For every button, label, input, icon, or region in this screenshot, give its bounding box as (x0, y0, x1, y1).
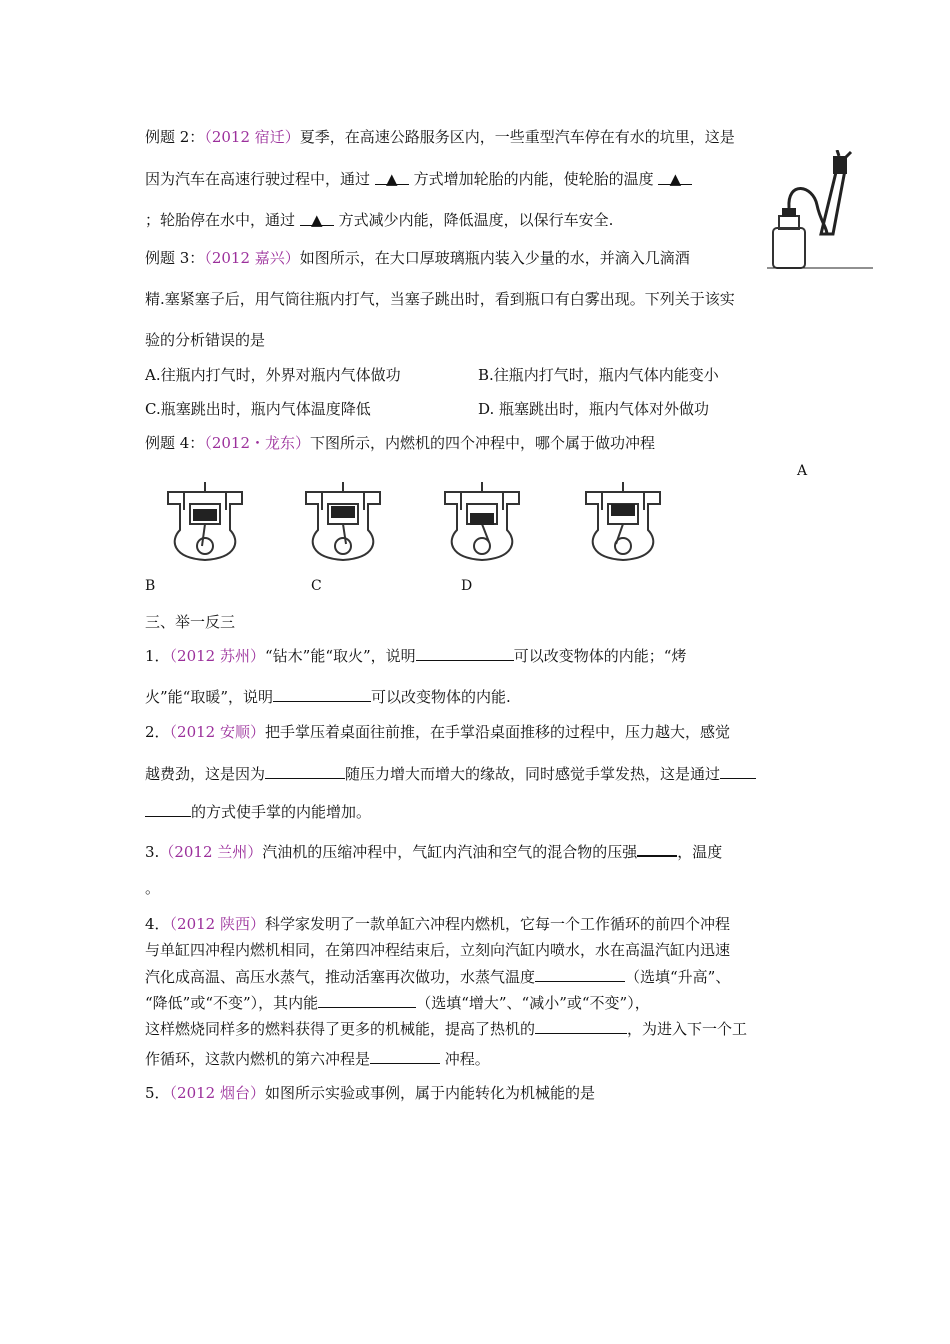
q4-line1 (145, 914, 730, 934)
ex2-line3 (145, 210, 613, 230)
q4-line5 (145, 1018, 747, 1039)
q3-line1 (145, 840, 722, 862)
q1-num: 1． (145, 647, 170, 665)
ex4-line1 (145, 433, 655, 453)
q5-source: （2012 烟台） (169, 1084, 265, 1102)
q4-line6-b: 冲程。 (444, 1050, 490, 1068)
q2-blank-2a[interactable] (720, 763, 756, 779)
q1-line2 (145, 686, 511, 707)
q1-line1 (145, 645, 686, 666)
engine-label-d: D (461, 578, 473, 594)
q4-blank-1[interactable] (535, 966, 625, 982)
ex2-blank-2[interactable] (658, 169, 692, 188)
ex2-text: 夏季，在高速公路服务区内，一些重型汽车停在有水的坑里，这是 (299, 128, 735, 146)
q1-line2-a: 火”能“取暖”，说明 (145, 688, 274, 706)
q4-line4-b: （选填“增大”、“减小”或“不变”）， (416, 994, 650, 1012)
q4-line3-a: 汽化成高温、高压水蒸气，推动活塞再次做功，水蒸气温度 (145, 968, 536, 986)
q3-source: （2012 兰州） (159, 843, 263, 861)
q3-line1-a: 汽油机的压缩冲程中，气缸内汽油和空气的混合物的压强 (262, 843, 638, 861)
q4-blank-2[interactable] (318, 992, 416, 1008)
ex3-line2: 精.塞紧塞子后，用气筒往瓶内打气，当塞子跳出时，看到瓶口有白雾出现。下列关于该实 (145, 290, 735, 308)
ex2-line2 (145, 169, 692, 189)
ex3-option-d: D. 瓶塞跳出时，瓶内气体对外做功 (478, 400, 710, 418)
section3-title: 三、举一反三 (145, 613, 236, 631)
ex2-line3-b: 方式减少内能，降低温度，以保行车安全. (338, 211, 614, 229)
ex4-source: （2012・龙东） (204, 434, 310, 452)
q2-blank-2b[interactable] (145, 801, 191, 817)
q5-num: 5． (145, 1084, 170, 1102)
engine-figure-1 (160, 480, 250, 562)
q4-line2: 与单缸四冲程内燃机相同，在第四冲程结束后，立刻向汽缸内喷水，水在高温汽缸内迅速 (145, 941, 731, 959)
q3-num: 3. (145, 843, 160, 861)
ex2-prefix: 例题 2： (145, 128, 205, 146)
ex2-blank-1[interactable] (375, 169, 409, 188)
blank-marker: ▲ (311, 211, 323, 229)
q3-line1-b: ，温度 (677, 843, 723, 861)
q2-line3-b: 的方式使手掌的内能增加。 (191, 803, 372, 821)
engine-figure-3 (437, 480, 527, 562)
q4-line4 (145, 992, 650, 1013)
ex4-text: 下图所示，内燃机的四个冲程中，哪个属于做功冲程 (310, 434, 656, 452)
ex3-option-b: B.往瓶内打气时，瓶内气体内能变小 (478, 366, 719, 384)
q4-source: （2012 陕西） (169, 915, 265, 933)
q4-line5-a: 这样燃烧同样多的燃料获得了更多的机械能，提高了热机的 (145, 1020, 536, 1038)
q2-line1 (145, 722, 730, 742)
q2-line2-b: 随压力增大而增大的缘故，同时感觉手掌发热，这是通过 (345, 765, 721, 783)
q2-num: 2． (145, 723, 170, 741)
q2-line3 (145, 801, 371, 822)
q1-line1-a: “钻木”能“取火”，说明 (265, 647, 416, 665)
engine-figure-4 (578, 480, 668, 562)
engine-label-c: C (311, 578, 322, 594)
q2-text: 把手掌压着桌面往前推，在手掌沿桌面推移的过程中，压力越大，感觉 (265, 723, 731, 741)
q4-line3-b: （选填“升高”、 (625, 968, 731, 986)
ex3-prefix: 例题 3： (145, 249, 205, 267)
q1-line2-b: 可以改变物体的内能. (371, 688, 511, 706)
q4-line3 (145, 966, 730, 987)
ex3-option-c: C.瓶塞跳出时，瓶内气体温度降低 (145, 400, 371, 418)
ex3-text: 如图所示，在大口厚玻璃瓶内装入少量的水，并滴入几滴酒 (299, 249, 690, 267)
q4-num: 4． (145, 915, 170, 933)
ex2-line2-a: 因为汽车在高速行驶过程中，通过 (145, 170, 371, 188)
ex2-line1 (145, 127, 735, 147)
q2-line2-a: 越费劲，这是因为 (145, 765, 266, 783)
engine-label-b: B (145, 578, 156, 594)
q1-blank-2[interactable] (273, 686, 371, 702)
q4-line6 (145, 1048, 490, 1069)
engine-label-a: A (797, 463, 808, 479)
q1-source: （2012 苏州） (169, 647, 265, 665)
ex2-blank-3[interactable] (300, 210, 334, 229)
q1-line1-b: 可以改变物体的内能；“烤 (513, 647, 687, 665)
q3-blank-1[interactable] (637, 840, 677, 857)
q4-line5-b: ，为进入下一个工 (627, 1020, 748, 1038)
ex3-option-a: A.往瓶内打气时，外界对瓶内气体做功 (145, 366, 401, 384)
q2-blank-1[interactable] (265, 763, 345, 779)
q5-text: 如图所示实验或事例，属于内能转化为机械能的是 (265, 1084, 596, 1102)
q2-source: （2012 安顺） (169, 723, 265, 741)
ex2-line3-a: ；轮胎停在水中，通过 (145, 211, 296, 229)
q5-line1 (145, 1083, 595, 1103)
q4-text: 科学家发明了一款单缸六冲程内燃机，它每一个工作循环的前四个冲程 (265, 915, 731, 933)
ex4-prefix: 例题 4： (145, 434, 205, 452)
q3-line2: 。 (145, 879, 161, 897)
ex3-line3: 验的分析错误的是 (145, 331, 266, 349)
q4-line4-a: “降低”或“不变”），其内能 (145, 994, 319, 1012)
bottle-pump-figure (765, 150, 875, 272)
q2-line2 (145, 763, 756, 784)
q4-blank-4[interactable] (370, 1048, 440, 1064)
q4-blank-3[interactable] (535, 1018, 627, 1034)
blank-marker: ▲ (386, 170, 398, 188)
ex2-line2-b: 方式增加轮胎的内能，使轮胎的温度 (413, 170, 654, 188)
engine-figure-2 (298, 480, 388, 562)
q4-line6-a: 作循环，这款内燃机的第六冲程是 (145, 1050, 371, 1068)
ex3-line1 (145, 248, 690, 268)
q1-blank-1[interactable] (416, 645, 514, 661)
blank-marker: ▲ (669, 170, 682, 188)
ex2-source: （2012 宿迁） (204, 128, 300, 146)
ex3-source: （2012 嘉兴） (204, 249, 300, 267)
